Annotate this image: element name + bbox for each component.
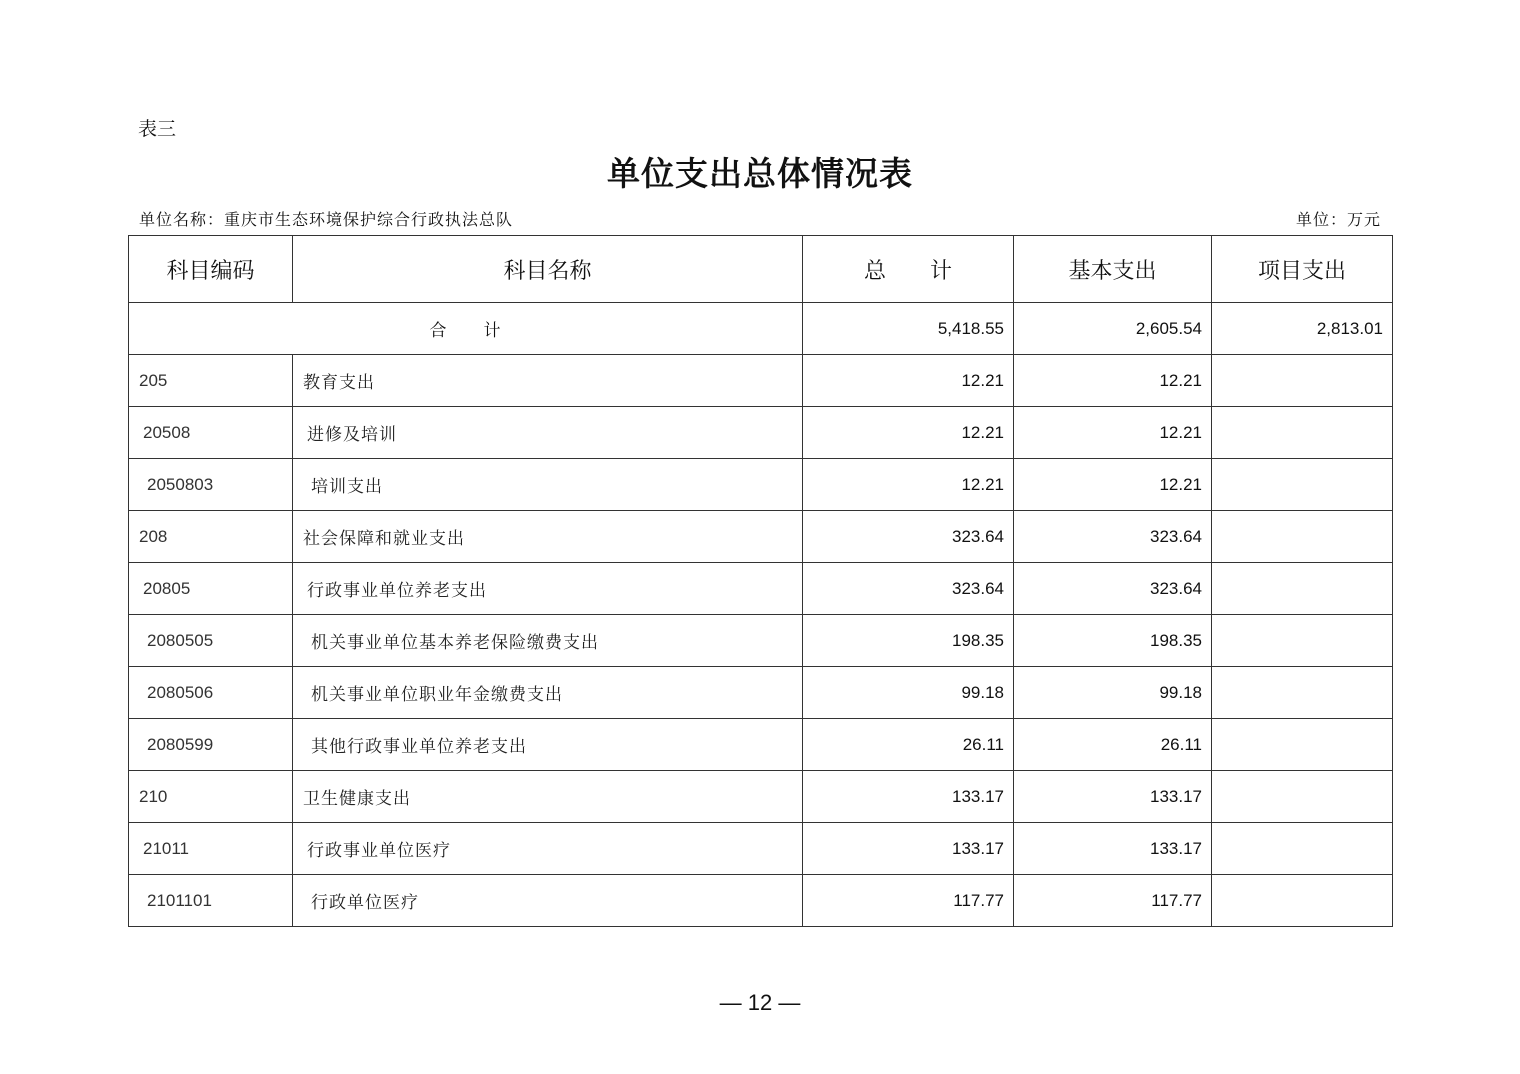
basic-amount: 12.21 — [1014, 459, 1212, 511]
total-amount: 12.21 — [803, 459, 1014, 511]
subject-code: 20805 — [129, 563, 293, 615]
subject-name: 进修及培训 — [293, 407, 803, 459]
column-header-total: 总 计 — [803, 236, 1014, 303]
table-row — [129, 615, 1393, 667]
unit-name: 单位名称：重庆市生态环境保护综合行政执法总队 — [139, 210, 514, 229]
basic-amount: 12.21 — [1014, 355, 1212, 407]
table-row — [129, 407, 1393, 459]
total-amount: 12.21 — [803, 407, 1014, 459]
page-number: — 12 — — [719, 990, 801, 1015]
table-row — [129, 511, 1393, 563]
subject-name: 机关事业单位基本养老保险缴费支出 — [293, 615, 803, 667]
project-amount — [1212, 459, 1393, 511]
column-header-project: 项目支出 — [1212, 236, 1393, 303]
basic-amount: 323.64 — [1014, 563, 1212, 615]
total-amount: 26.11 — [803, 719, 1014, 771]
subject-name: 行政事业单位养老支出 — [293, 563, 803, 615]
subject-code: 2080506 — [129, 667, 293, 719]
table-row — [129, 771, 1393, 823]
total-basic: 2,605.54 — [1014, 303, 1212, 355]
project-amount — [1212, 875, 1393, 927]
basic-amount: 198.35 — [1014, 615, 1212, 667]
subject-name: 教育支出 — [293, 355, 803, 407]
column-header-basic: 基本支出 — [1014, 236, 1212, 303]
total-amount: 99.18 — [803, 667, 1014, 719]
subject-name: 其他行政事业单位养老支出 — [293, 719, 803, 771]
subject-name: 培训支出 — [293, 459, 803, 511]
table-row — [129, 667, 1393, 719]
total-project: 2,813.01 — [1212, 303, 1393, 355]
subject-code: 2080505 — [129, 615, 293, 667]
table-row — [129, 563, 1393, 615]
total-amount: 12.21 — [803, 355, 1014, 407]
page-title: 单位支出总体情况表 — [607, 154, 913, 193]
basic-amount: 99.18 — [1014, 667, 1212, 719]
total-label: 合 计 — [129, 303, 803, 355]
subject-name: 机关事业单位职业年金缴费支出 — [293, 667, 803, 719]
subject-name: 行政单位医疗 — [293, 875, 803, 927]
basic-amount: 117.77 — [1014, 875, 1212, 927]
project-amount — [1212, 563, 1393, 615]
unit-measure: 单位：万元 — [1295, 210, 1381, 229]
table-row — [129, 355, 1393, 407]
project-amount — [1212, 719, 1393, 771]
table-row — [129, 875, 1393, 927]
subject-code: 208 — [129, 511, 293, 563]
project-amount — [1212, 511, 1393, 563]
project-amount — [1212, 407, 1393, 459]
basic-amount: 133.17 — [1014, 771, 1212, 823]
basic-amount: 323.64 — [1014, 511, 1212, 563]
table-row — [129, 459, 1393, 511]
total-amount: 323.64 — [803, 511, 1014, 563]
total-amount: 133.17 — [803, 823, 1014, 875]
total-amount: 198.35 — [803, 615, 1014, 667]
total-amount: 323.64 — [803, 563, 1014, 615]
total-amount: 117.77 — [803, 875, 1014, 927]
subject-name: 卫生健康支出 — [293, 771, 803, 823]
subject-code: 2050803 — [129, 459, 293, 511]
column-header-code: 科目编码 — [129, 236, 293, 303]
project-amount — [1212, 823, 1393, 875]
header-row — [129, 236, 1393, 303]
subject-code: 2101101 — [129, 875, 293, 927]
table-row — [129, 719, 1393, 771]
project-amount — [1212, 355, 1393, 407]
project-amount — [1212, 615, 1393, 667]
table-label: 表三 — [138, 118, 177, 140]
subject-code: 21011 — [129, 823, 293, 875]
basic-amount: 26.11 — [1014, 719, 1212, 771]
table-row — [129, 823, 1393, 875]
total-amount: 133.17 — [803, 771, 1014, 823]
subject-code: 205 — [129, 355, 293, 407]
column-header-name: 科目名称 — [293, 236, 803, 303]
project-amount — [1212, 771, 1393, 823]
total-row — [129, 303, 1393, 355]
project-amount — [1212, 667, 1393, 719]
subject-name: 社会保障和就业支出 — [293, 511, 803, 563]
expense-table — [128, 235, 1393, 927]
basic-amount: 12.21 — [1014, 407, 1212, 459]
basic-amount: 133.17 — [1014, 823, 1212, 875]
subject-code: 2080599 — [129, 719, 293, 771]
total-sum: 5,418.55 — [803, 303, 1014, 355]
subject-code: 210 — [129, 771, 293, 823]
subject-code: 20508 — [129, 407, 293, 459]
subject-name: 行政事业单位医疗 — [293, 823, 803, 875]
